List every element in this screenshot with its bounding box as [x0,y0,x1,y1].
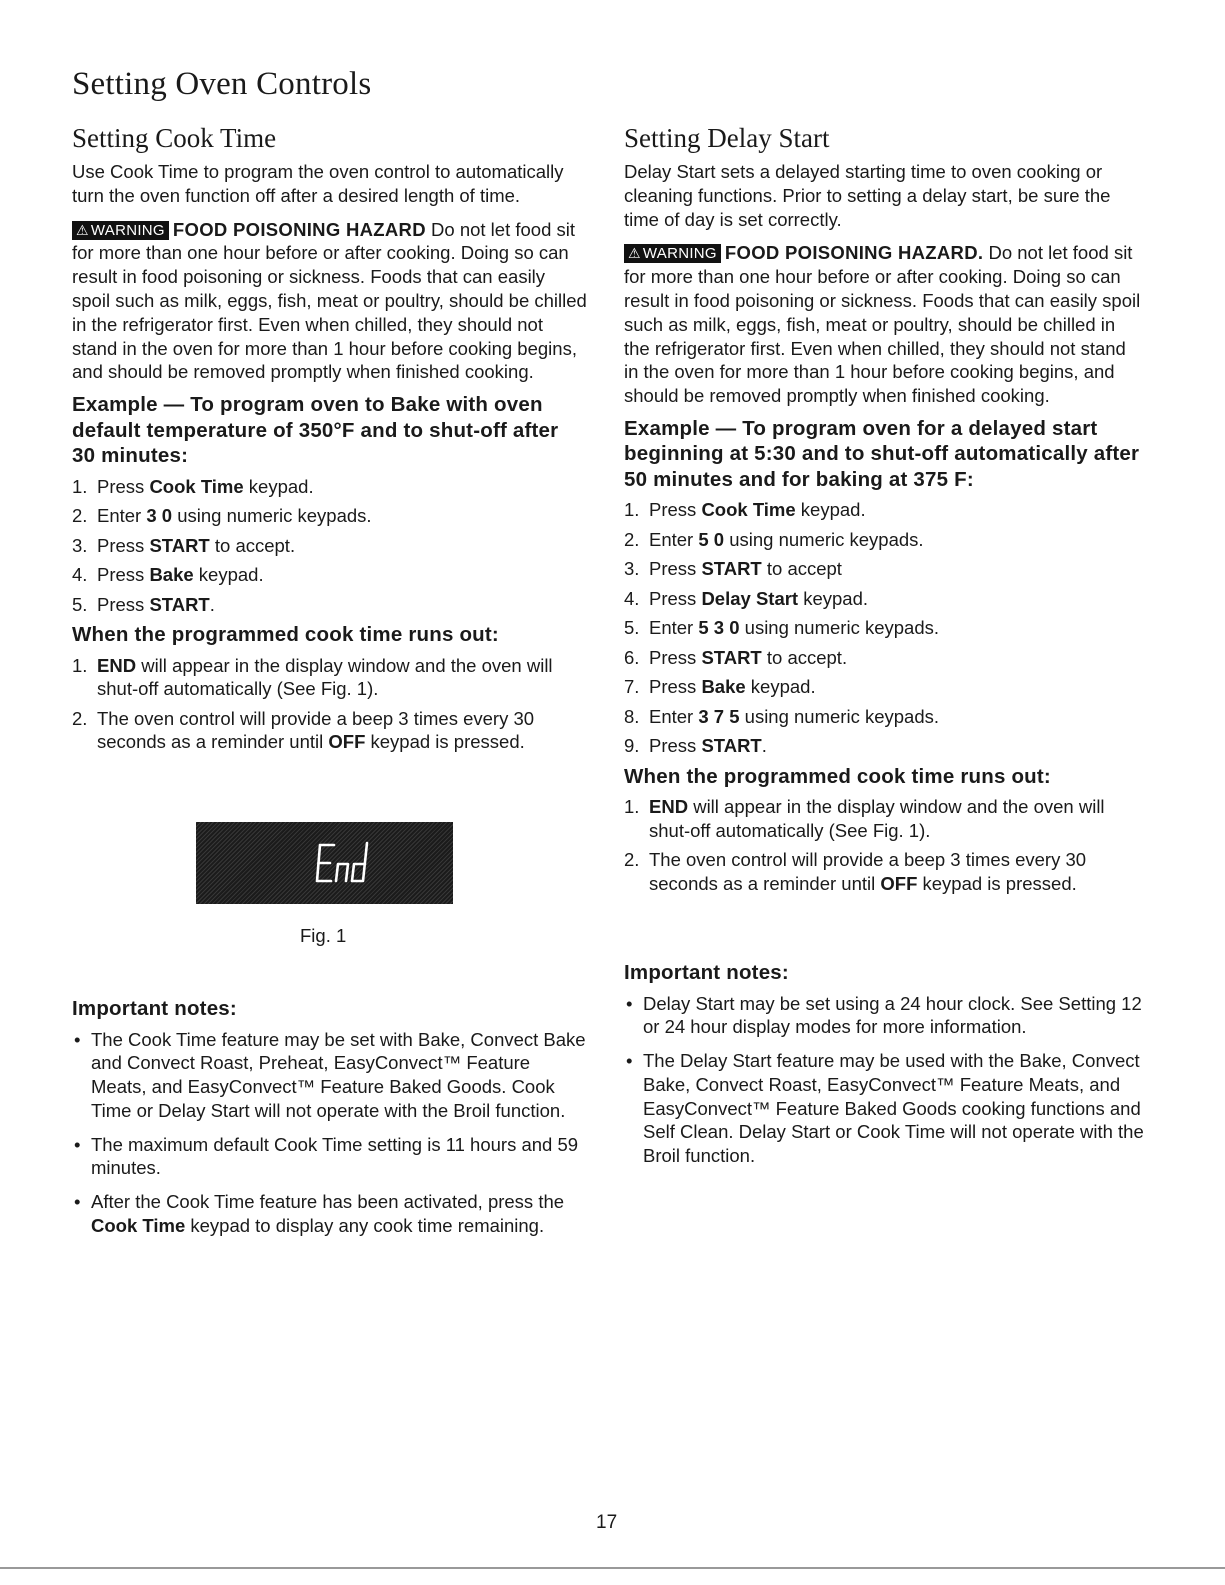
step-text: Delay Start may be set using a 24 hour clock. See Setting 12 or 24 hour display modes for more information. [643,992,1142,1038]
delay-start-title: Setting Delay Start [624,123,830,153]
step-text: Press [649,735,702,757]
step-item [72,563,587,587]
keypad-name: 3 0 [146,505,173,527]
step-text: using numeric keypads. [724,528,924,550]
step-number: 4. [624,587,640,609]
step-text: keypad. [745,676,816,698]
keypad-name: Cook Time [91,1215,186,1237]
step-number: 2. [72,707,88,729]
keypad-name: START [701,558,762,580]
end-display-readout [196,822,453,904]
step-text: keypad. [798,587,869,609]
bullet: • [74,1191,81,1213]
keypad-name: OFF [880,872,918,894]
step-number: 1. [72,475,88,497]
step-text: to accept [761,558,842,580]
cook-time-notes-heading: Important notes: [72,997,237,1020]
step-text: Enter [649,528,699,550]
step-item [624,646,1144,670]
step-text: using numeric keypads. [172,505,372,527]
step-item [624,528,1144,552]
step-number: 2. [624,849,640,871]
cook-time-notes-list [72,1028,587,1238]
step-text: keypad. [193,564,264,586]
step-item [624,587,1144,611]
delay-start-example-heading: Example — To program oven for a delayed start beginning at 5:30 and to shut-off automatically after 50 minutes and for baking at 375 F: [624,416,1140,491]
step-text: Press [97,475,150,497]
cook-time-notes [72,994,587,1248]
step-number: 5. [72,593,88,615]
keypad-name: 5 0 [698,528,725,550]
step-item [72,707,587,754]
step-text: Enter [649,705,699,727]
warning-triangle-icon: ⚠ [76,221,89,238]
step-text: Press [97,534,150,556]
keypad-name: Bake [149,564,194,586]
note-item [624,1049,1144,1168]
keypad-name: 5 3 0 [698,617,740,639]
note-item [624,992,1144,1040]
step-number: 4. [72,564,88,586]
warning-text: Do not let food sit for more than one hour before or after cooking. Doing so can result in food poisoning or sickness. Foods that can easily spoil such as milk, eggs, fish, meat or poultry, should be chilled in the refrigerator first. Even when chilled, they should not stand in the oven for more than 1 hour before cooking begins, and should be removed promptly when finished cooking. [624,242,1141,407]
step-text: to accept. [761,646,848,668]
page-number: 17 [596,1512,618,1533]
step-number: 3. [624,558,640,580]
cook-time-steps [72,475,587,617]
cook-time-runout-heading: When the programmed cook time runs out: [72,623,499,647]
delay-start-runout-list [624,795,1144,895]
bullet: • [626,992,633,1014]
step-text: Press [649,587,702,609]
step-item [624,795,1144,842]
warning-text: Do not let food sit for more than one hour before or after cooking. Doing so can result in food poisoning or sickness. Foods that can easily spoil such as milk, eggs, fish, meat or poultry, should be chilled in the refrigerator first. Even when chilled, they should not stand in the oven for more than 1 hour before cooking begins, and should be removed promptly when finished cooking. [72,218,587,383]
step-text: The Cook Time feature may be set with Bake, Convect Bake and Convect Roast, Preheat, EasyConvect™ Feature Meats, and EasyConvect™ Feature Baked Goods. Cook Time or Delay Start will not operate with the Broil function. [91,1028,586,1121]
step-text: After the Cook Time feature has been activated, press the [91,1191,565,1213]
delay-start-runout-heading: When the programmed cook time runs out: [624,764,1051,788]
warning-hazard: FOOD POISONING HAZARD. [724,242,984,264]
step-text: Enter [97,505,147,527]
step-text: Press [97,564,150,586]
step-number: 2. [624,528,640,550]
note-item [72,1028,587,1123]
step-number: 1. [624,499,640,521]
step-text: Press [97,593,150,615]
step-item [72,504,587,528]
keypad-name: Cook Time [701,499,796,521]
delay-start-notes-heading: Important notes: [624,961,789,984]
cook-time-warning [72,218,587,385]
step-text: . [761,735,767,757]
step-text: keypad. [243,475,314,497]
figure-caption: Fig. 1 [300,925,347,946]
step-item [72,475,587,499]
cook-time-runout-list [72,654,587,754]
cook-time-intro: Use Cook Time to program the oven control to automatically turn the oven function off after a desired length of time. [72,161,564,206]
step-item [624,705,1144,729]
step-number: 5. [624,617,640,639]
keypad-name: Delay Start [701,587,799,609]
step-number: 3. [72,534,88,556]
step-number: 9. [624,735,640,757]
step-item [624,498,1144,522]
keypad-name: START [701,646,762,668]
step-text: keypad. [795,499,866,521]
cook-time-example-heading: Example — To program oven to Bake with oven default temperature of 350°F and to shut-off after 30 minutes: [72,393,559,468]
step-text: keypad to display any cook time remaining. [185,1215,545,1237]
step-number: 2. [72,505,88,527]
step-text: will appear in the display window and the oven will shut-off automatically (See Fig. 1). [97,654,553,700]
end-display-figure [196,822,453,904]
warning-triangle-icon: ⚠ [628,245,641,262]
cook-time-section [72,122,587,760]
step-text: keypad is pressed. [917,872,1077,894]
keypad-name: Bake [701,676,746,698]
step-text: The oven control will provide a beep 3 times every 30 seconds as a reminder until [649,849,1087,894]
step-item [72,654,587,701]
step-item [624,616,1144,640]
keypad-name: START [149,593,210,615]
cook-time-title: Setting Cook Time [72,123,277,153]
step-text: Press [649,646,702,668]
step-text: Press [649,676,702,698]
step-text: using numeric keypads. [739,705,940,727]
step-text: The oven control will provide a beep 3 times every 30 seconds as a reminder until [97,707,535,753]
step-text: Press [649,499,702,521]
step-text: The maximum default Cook Time setting is 11 hours and 59 minutes. [91,1133,579,1179]
step-item [624,557,1144,581]
step-number: 1. [72,654,88,676]
bottom-rule [0,1567,1225,1569]
delay-start-notes [624,958,1144,1178]
step-text: will appear in the display window and the oven will shut-off automatically (See Fig. 1). [649,796,1105,841]
note-item [72,1133,587,1181]
warning-hazard: FOOD POISONING HAZARD [172,218,426,240]
note-item [72,1190,587,1238]
step-text: The Delay Start feature may be used with the Bake, Convect Bake, Convect Roast, EasyConvect™ Feature Meats, and EasyConvect™ Feature Baked Goods cooking functions and Self Clean. Delay Start or Cook Time will not operate with the Broil function. [643,1050,1144,1167]
bullet: • [74,1028,81,1050]
step-item [72,593,587,617]
delay-start-warning [624,241,1144,408]
step-text: . [209,593,215,615]
keypad-name: START [701,735,762,757]
bullet: • [626,1050,633,1072]
keypad-name: END [97,654,137,676]
delay-start-notes-list [624,992,1144,1169]
bullet: • [74,1133,81,1155]
step-text: to accept. [209,534,296,556]
delay-start-section [624,122,1144,901]
warning-badge: ⚠ WARNING [624,244,721,263]
step-text: Enter [649,617,699,639]
step-item [624,848,1144,895]
delay-start-steps [624,498,1144,758]
step-number: 6. [624,646,640,668]
step-item [72,534,587,558]
step-number: 7. [624,676,640,698]
keypad-name: END [649,796,689,818]
page-title: Setting Oven Controls [72,66,372,102]
keypad-name: Cook Time [149,475,244,497]
step-text: keypad is pressed. [365,731,525,753]
step-item [624,675,1144,699]
keypad-name: START [149,534,210,556]
warning-badge: ⚠ WARNING [72,221,169,240]
step-text: Press [649,558,702,580]
keypad-name: OFF [328,731,366,753]
step-number: 1. [624,796,640,818]
delay-start-intro: Delay Start sets a delayed starting time to oven cooking or cleaning functions. Prior to setting a delay start, be sure the time of day is set correctly. [624,161,1111,230]
step-number: 8. [624,705,640,727]
step-item [624,734,1144,758]
keypad-name: 3 7 5 [698,705,740,727]
step-text: using numeric keypads. [739,617,940,639]
